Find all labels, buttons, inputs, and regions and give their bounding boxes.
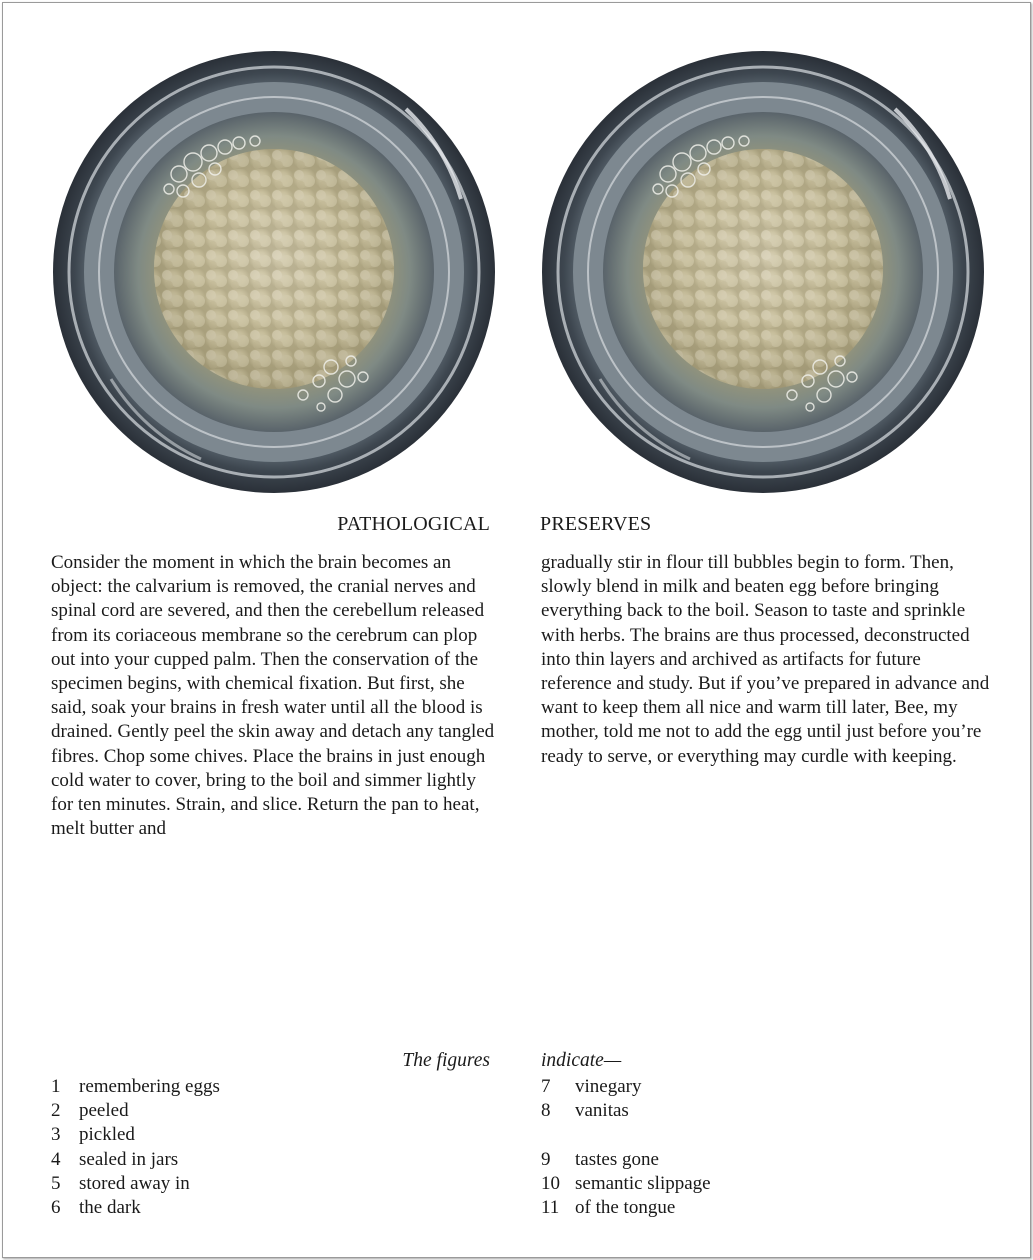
figure-number: 3 <box>51 1124 61 1146</box>
list-item <box>51 1172 220 1196</box>
figure-label: pickled <box>79 1124 135 1146</box>
figure-number: 6 <box>51 1196 61 1218</box>
heading-left: PATHOLOGICAL <box>337 513 490 535</box>
body-column-left <box>51 551 497 841</box>
figure-number: 2 <box>51 1100 61 1122</box>
figure-number: 4 <box>51 1148 61 1170</box>
figure-label: the dark <box>79 1196 141 1218</box>
list-item <box>51 1099 220 1123</box>
heading-right: PRESERVES <box>540 513 652 535</box>
list-item <box>51 1196 220 1220</box>
figures-title-right: indicate— <box>541 1050 622 1071</box>
figures-title-left: The figures <box>402 1050 490 1071</box>
list-item <box>541 1075 711 1099</box>
figure-label: sealed in jars <box>79 1148 179 1170</box>
figure-number: 5 <box>51 1172 61 1194</box>
figures-list-left <box>51 1075 220 1220</box>
figure-label: peeled <box>79 1100 129 1122</box>
figure-number: 7 <box>541 1076 551 1097</box>
list-spacer <box>541 1123 711 1147</box>
figure-label: of the tongue <box>575 1196 676 1218</box>
list-item <box>541 1196 711 1220</box>
list-item <box>51 1148 220 1172</box>
list-item <box>51 1123 220 1147</box>
figure-number: 10 <box>541 1172 560 1194</box>
list-item <box>51 1075 220 1099</box>
list-item <box>541 1148 711 1172</box>
figure-label: tastes gone <box>575 1148 659 1170</box>
list-item <box>541 1172 711 1196</box>
figure-number: 1 <box>51 1076 61 1097</box>
figure-label: semantic slippage <box>575 1172 711 1194</box>
figure-label: vanitas <box>575 1100 629 1122</box>
figure-number: 9 <box>541 1148 551 1170</box>
jar-photo-left <box>51 49 497 495</box>
jar-image-left <box>51 49 497 495</box>
figure-number: 8 <box>541 1100 551 1122</box>
body-text-right: gradually stir in flour till bubbles begin to form. Then, slowly blend in milk and beaten egg before bringing everything back to the boil. Season to taste and sprinkle with herbs. The brains are thus processed, deconstructed into thin layers and archived as artifacts for future reference and study. But if you’ve prepared in advance and want to keep them all nice and warm till later, Bee, my mother, told me not to add the egg until just before you’re ready to serve, or everything may curdle with keeping. <box>541 552 990 767</box>
list-item <box>541 1099 711 1123</box>
page <box>2 2 1031 1258</box>
figure-label: vinegary <box>575 1076 642 1097</box>
jar-image-right <box>540 49 986 495</box>
body-column-right <box>541 551 991 769</box>
jar-photo-right <box>540 49 986 495</box>
figure-label: remembering eggs <box>79 1076 220 1097</box>
body-text-left: Consider the moment in which the brain becomes an object: the calvarium is removed, the cranial nerves and spinal cord are severed, and then the cerebellum released from its coriaceous membrane so the cerebrum can plop out into your cupped palm. Then the conservation of the specimen begins, with chemical fixation. But first, she said, soak your brains in fresh water until all the blood is drained. Gently peel the skin away and detach any tangled fibres. Chop some chives. Place the brains in just enough cold water to cover, bring to the boil and simmer lightly for ten minutes. Strain, and slice. Return the pan to heat, melt butter and <box>51 552 495 840</box>
figure-label: stored away in <box>79 1172 190 1194</box>
figure-number: 11 <box>541 1196 560 1218</box>
figures-list-right <box>541 1075 711 1220</box>
